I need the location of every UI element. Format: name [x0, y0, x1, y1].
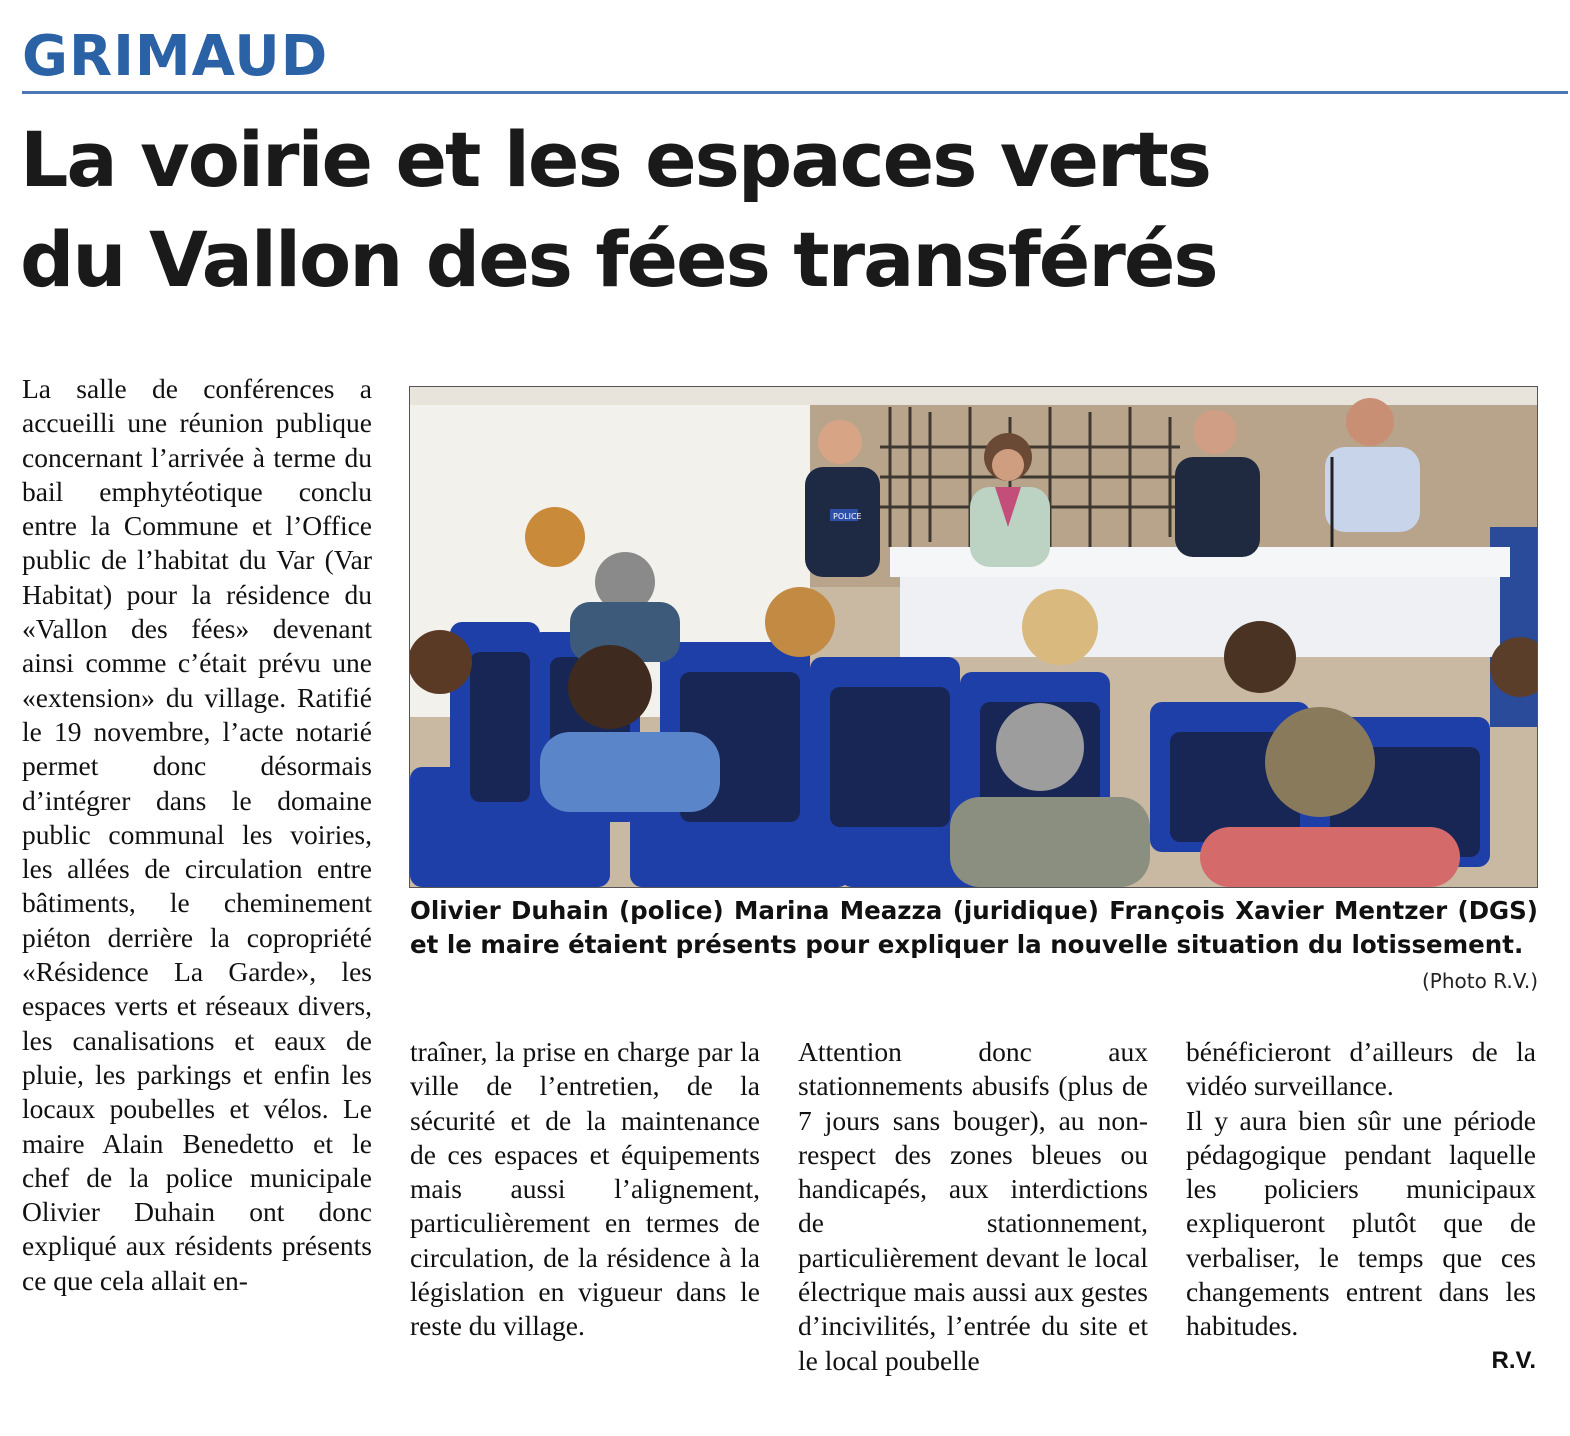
- article-paragraph: Attention donc aux stationnements abusifs (plus de 7 jours sans bouger), au non-respect des zones bleues ou handicapés, aux interdictions de stationnement, particulièrement devant le local électrique mais aussi aux gestes d’incivilités, l’entrée du site et le local poubelle: [798, 1036, 1148, 1376]
- article-column-3: [798, 1035, 1148, 1378]
- article-paragraph: Il y aura bien sûr une période pédagogique pendant laquelle les policiers municipaux expliqueront plutôt que de verbaliser, le temps que ces changements entrent dans les habitudes.: [1186, 1104, 1536, 1342]
- article-paragraph: La salle de conférences a accueilli une réunion publique concernant l’arrivée à terme du bail emphytéotique conclu entre la Commune et l’Office public de l’habitat du Var (Var Habitat) pour la résidence du «Vallon des fées» devenant ainsi comme c’était prévu une «extension» du village. Ratifié le 19 novembre, l’acte notarié permet donc désormais d’intégrer dans le domaine public communal les voiries, les allées de circulation entre bâtiments, le cheminement piéton derrière la copropriété «Résidence La Garde», les espaces verts et réseaux divers, les canalisations et eaux de pluie, les parkings et enfin les locaux poubelles et vélos. Le maire Alain Benedetto et le chef de la police municipale Olivier Duhain ont donc expliqué aux résidents présents ce que cela allait en-: [22, 373, 372, 1296]
- headline: [20, 110, 1560, 310]
- article-column-4: [1186, 1035, 1536, 1378]
- author-signature: R.V.: [1491, 1346, 1536, 1374]
- section-kicker: GRIMAUD: [22, 24, 329, 89]
- photo-credit: (Photo R.V.): [1421, 969, 1538, 993]
- article-photo: [409, 386, 1538, 888]
- article-paragraph: bénéficieront d’ailleurs de la vidéo surveillance.: [1186, 1036, 1536, 1102]
- photo-caption: Olivier Duhain (police) Marina Meazza (juridique) François Xavier Mentzer (DGS) et le maire étaient présents pour expliquer la nouvelle situation du lotissement.: [410, 896, 1538, 959]
- article-paragraph: traîner, la prise en charge par la ville de l’entretien, de la sécurité et de la maintenance de ces espaces et équipements mais aussi l’alignement, particulièrement en termes de circulation, de la résidence à la législation en vigueur dans le reste du village.: [410, 1036, 760, 1342]
- headline-line-2: du Vallon des fées transférés: [20, 215, 1217, 304]
- headline-line-1: La voirie et les espaces verts: [20, 115, 1211, 204]
- article-column-1: [22, 372, 372, 1298]
- article-column-2: [410, 1035, 760, 1344]
- kicker-rule: [22, 91, 1568, 94]
- vest-text: POLICE: [833, 512, 862, 521]
